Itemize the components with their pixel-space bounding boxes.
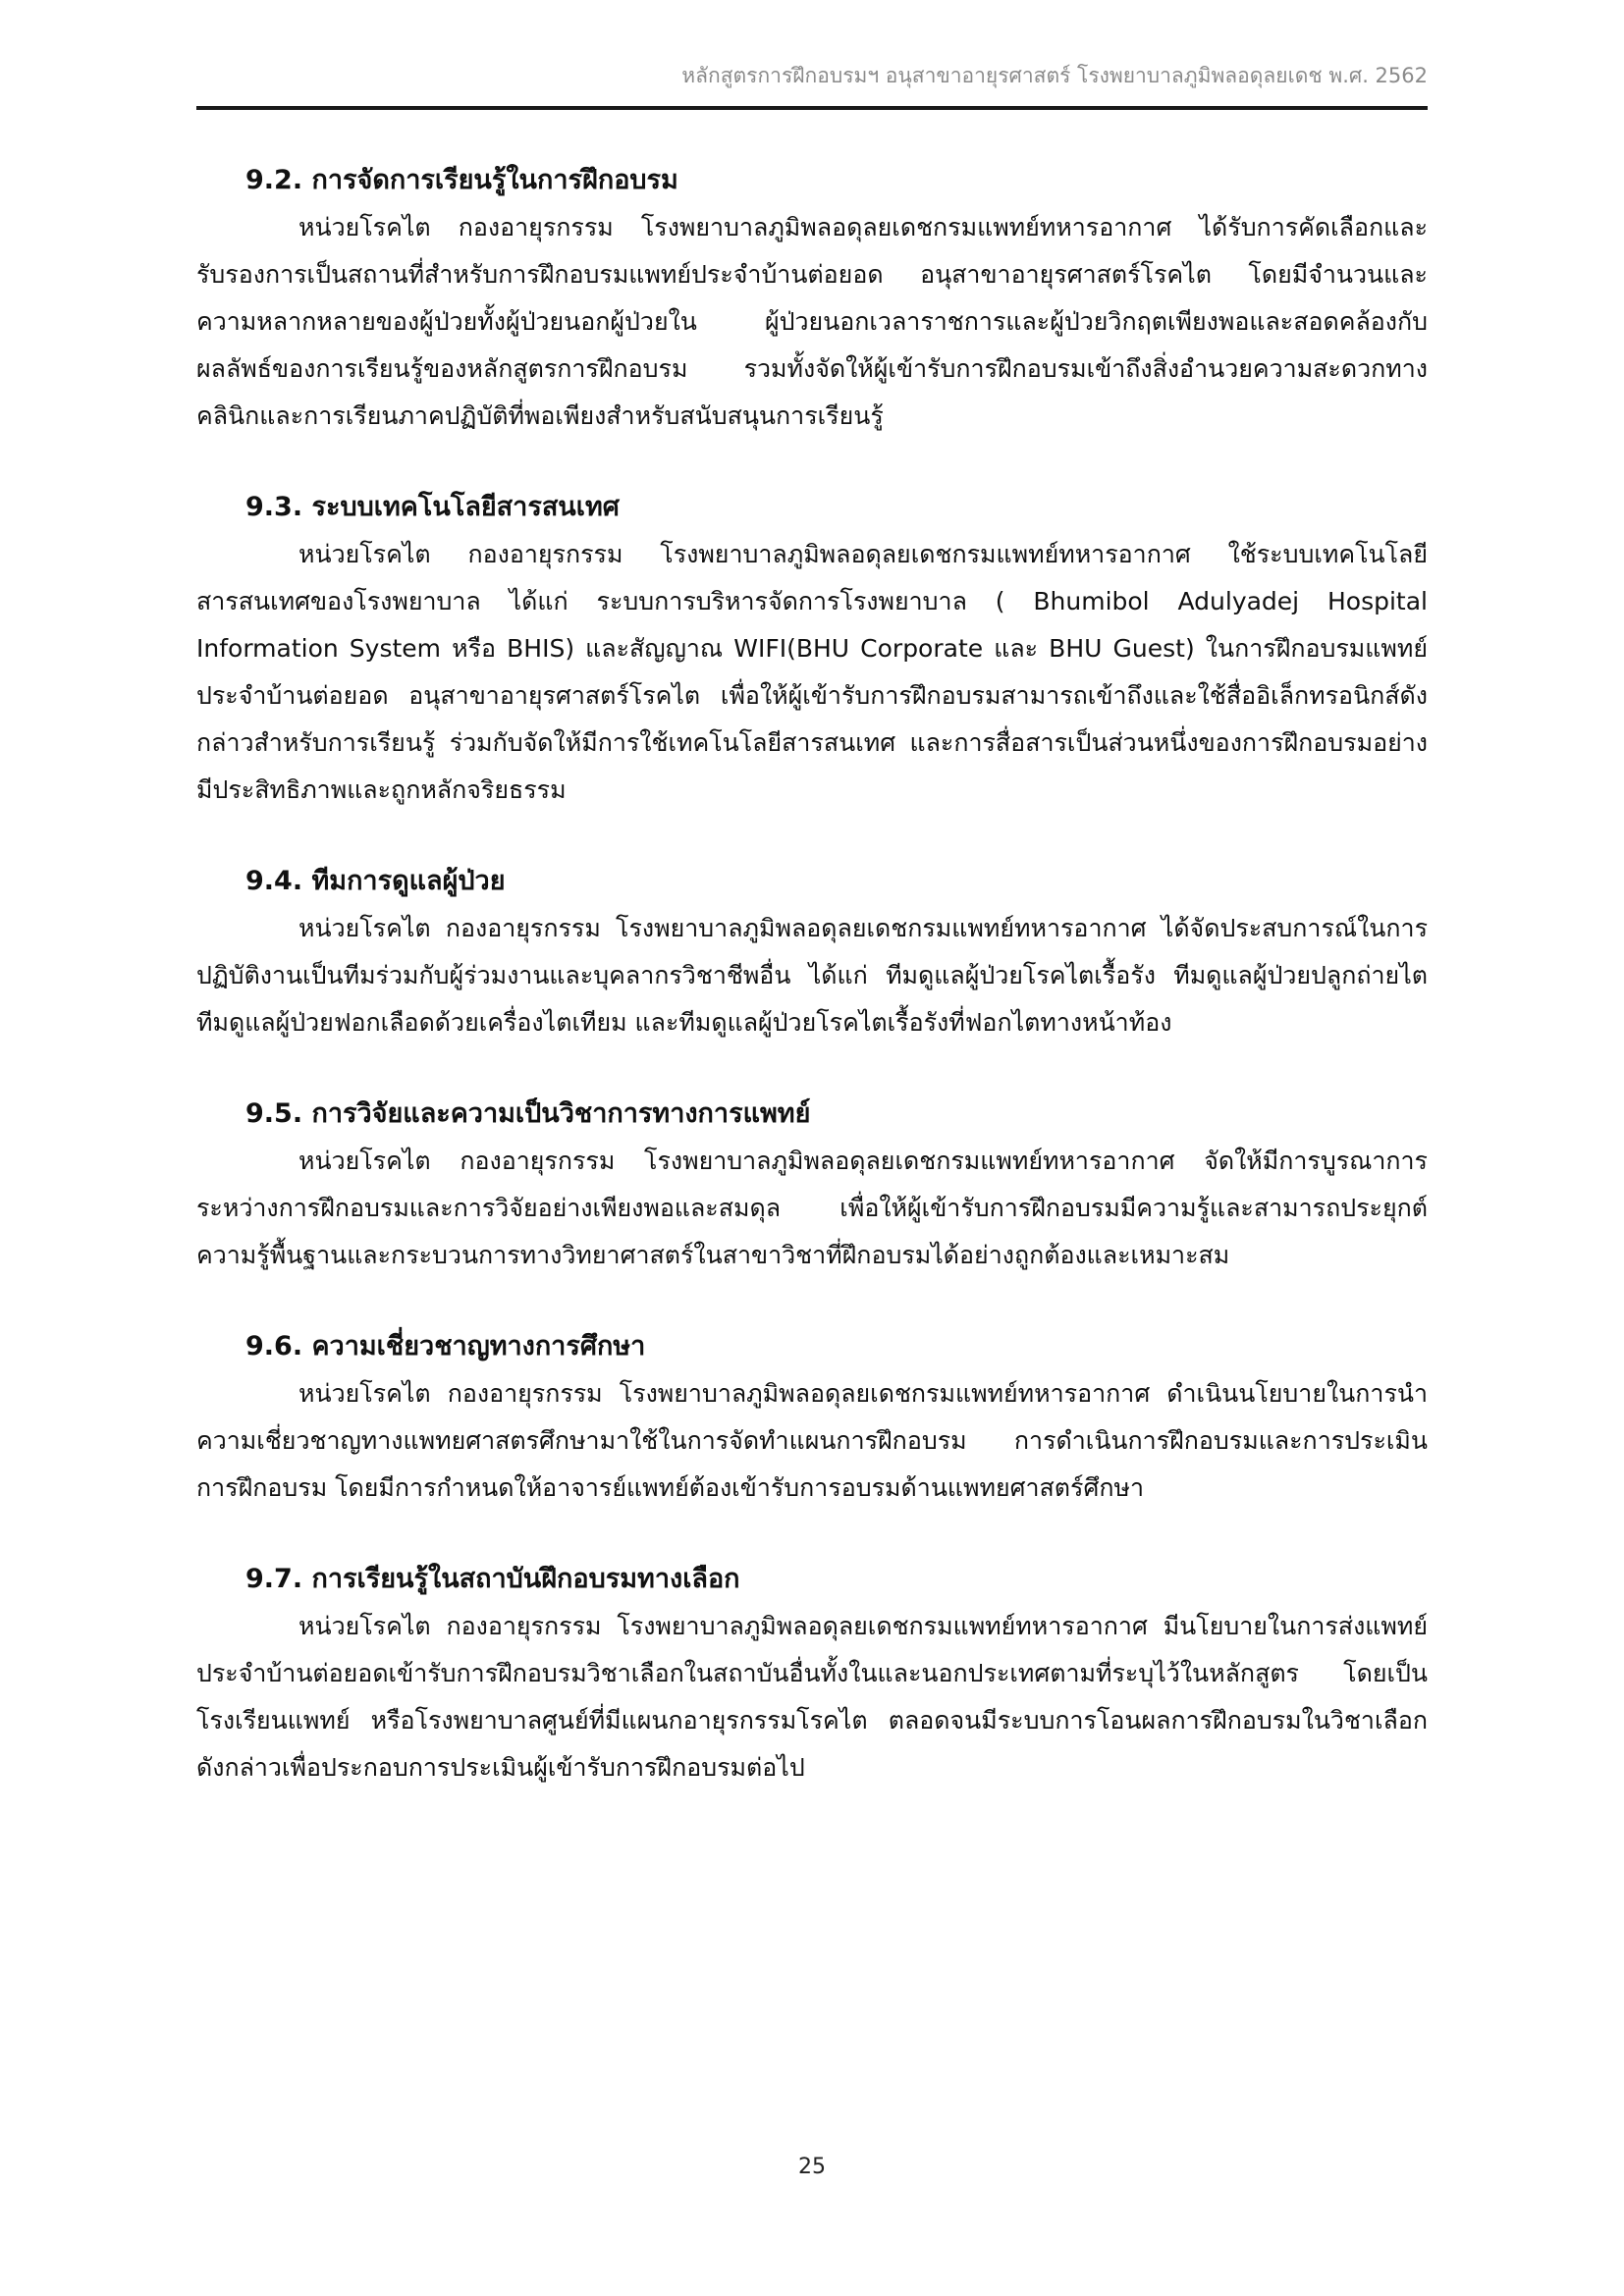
section-heading: 9.2. การจัดการเรียนรู้ในการฝึกอบรม <box>245 165 678 195</box>
header-divider <box>196 106 1428 110</box>
section-paragraph: หน่วยโรคไต กองอายุรกรรม โรงพยาบาลภูมิพลอดุลยเดชกรมแพทย์ทหารอากาศ ได้จัดประสบการณ์ในการปฏิบัติงานเป็นทีมร่วมกับผู้ร่วมงานและบุคลากรวิชาชีพอื่น ได้แก่ ทีมดูแลผู้ป่วยโรคไตเรื้อรัง ทีมดูแลผู้ป่วยปลูกถ่ายไต ทีมดูแลผู้ป่วยฟอกเลือดด้วยเครื่องไตเทียม และทีมดูแลผู้ป่วยโรคไตเรื้อรังที่ฟอกไตทางหน้าท้อง <box>196 914 1428 1037</box>
section-heading: 9.5. การวิจัยและความเป็นวิชาการทางการแพทย์ <box>245 1098 811 1129</box>
running-header: หลักสูตรการฝึกอบรมฯ อนุสาขาอายุรศาสตร์ โรงพยาบาลภูมิพลอดุลยเดช พ.ศ. 2562 <box>681 64 1428 87</box>
section-9-2 <box>196 157 1428 440</box>
section-9-5 <box>196 1091 1428 1279</box>
section-9-7 <box>196 1556 1428 1791</box>
page-number: 25 <box>798 2155 826 2179</box>
section-paragraph: หน่วยโรคไต กองอายุรกรรม โรงพยาบาลภูมิพลอดุลยเดชกรมแพทย์ทหารอากาศ มีนโยบายในการส่งแพทย์ประจำบ้านต่อยอดเข้ารับการฝึกอบรมวิชาเลือกในสถาบันอื่นทั้งในและนอกประเทศตามที่ระบุไว้ในหลักสูตร โดยเป็นโรงเรียนแพทย์ หรือโรงพยาบาลศูนย์ที่มีแผนกอายุรกรรมโรคไต ตลอดจนมีระบบการโอนผลการฝึกอบรมในวิชาเลือกดังกล่าวเพื่อประกอบการประเมินผู้เข้ารับการฝึกอบรมต่อไป <box>196 1612 1428 1782</box>
section-9-4 <box>196 858 1428 1046</box>
section-paragraph: หน่วยโรคไต กองอายุรกรรม โรงพยาบาลภูมิพลอดุลยเดชกรมแพทย์ทหารอากาศ ได้รับการคัดเลือกและรับรองการเป็นสถานที่สำหรับการฝึกอบรมแพทย์ประจำบ้านต่อยอด อนุสาขาอายุรศาสตร์โรคไต โดยมีจำนวนและความหลากหลายของผู้ป่วยทั้งผู้ป่วยนอกผู้ป่วยใน ผู้ป่วยนอกเวลาราชการและผู้ป่วยวิกฤตเพียงพอและสอดคล้องกับผลลัพธ์ของการเรียนรู้ของหลักสูตรการฝึกอบรม รวมทั้งจัดให้ผู้เข้ารับการฝึกอบรมเข้าถึงสิ่งอำนวยความสะดวกทางคลินิกและการเรียนภาคปฏิบัติที่พอเพียงสำหรับสนับสนุนการเรียนรู้ <box>196 213 1428 430</box>
section-9-3 <box>196 484 1428 814</box>
section-heading: 9.6. ความเชี่ยวชาญทางการศึกษา <box>245 1331 646 1362</box>
section-9-6 <box>196 1323 1428 1512</box>
section-paragraph: หน่วยโรคไต กองอายุรกรรม โรงพยาบาลภูมิพลอดุลยเดชกรมแพทย์ทหารอากาศ จัดให้มีการบูรณาการระหว่างการฝึกอบรมและการวิจัยอย่างเพียงพอและสมดุล เพื่อให้ผู้เข้ารับการฝึกอบรมมีความรู้และสามารถประยุกต์ความรู้พื้นฐานและกระบวนการทางวิทยาศาสตร์ในสาขาวิชาที่ฝึกอบรมได้อย่างถูกต้องและเหมาะสม <box>196 1147 1428 1269</box>
section-heading: 9.7. การเรียนรู้ในสถาบันฝึกอบรมทางเลือก <box>245 1564 740 1594</box>
section-heading: 9.3. ระบบเทคโนโลยีสารสนเทศ <box>245 492 620 522</box>
section-paragraph: หน่วยโรคไต กองอายุรกรรม โรงพยาบาลภูมิพลอดุลยเดชกรมแพทย์ทหารอากาศ ใช้ระบบเทคโนโลยีสารสนเทศของโรงพยาบาล ได้แก่ ระบบการบริหารจัดการโรงพยาบาล ( Bhumibol Adulyadej Hospital Information System หรือ BHIS) และสัญญาณ WIFI(BHU Corporate และ BHU Guest) ในการฝึกอบรมแพทย์ประจำบ้านต่อยอด อนุสาขาอายุรศาสตร์โรคไต เพื่อให้ผู้เข้ารับการฝึกอบรมสามารถเข้าถึงและใช้สื่ออิเล็กทรอนิกส์ดังกล่าวสำหรับการเรียนรู้ ร่วมกับจัดให้มีการใช้เทคโนโลยีสารสนเทศ และการสื่อสารเป็นส่วนหนึ่งของการฝึกอบรมอย่างมีประสิทธิภาพและถูกหลักจริยธรรม <box>196 540 1428 804</box>
section-heading: 9.4. ทีมการดูแลผู้ป่วย <box>245 866 506 896</box>
section-paragraph: หน่วยโรคไต กองอายุรกรรม โรงพยาบาลภูมิพลอดุลยเดชกรมแพทย์ทหารอากาศ ดำเนินนโยบายในการนำความเชี่ยวชาญทางแพทยศาสตรศึกษามาใช้ในการจัดทำแผนการฝึกอบรม การดำเนินการฝึกอบรมและการประเมินการฝึกอบรม โดยมีการกำหนดให้อาจารย์แพทย์ต้องเข้ารับการอบรมด้านแพทยศาสตร์ศึกษา <box>196 1379 1428 1502</box>
page-body <box>196 157 1428 1836</box>
